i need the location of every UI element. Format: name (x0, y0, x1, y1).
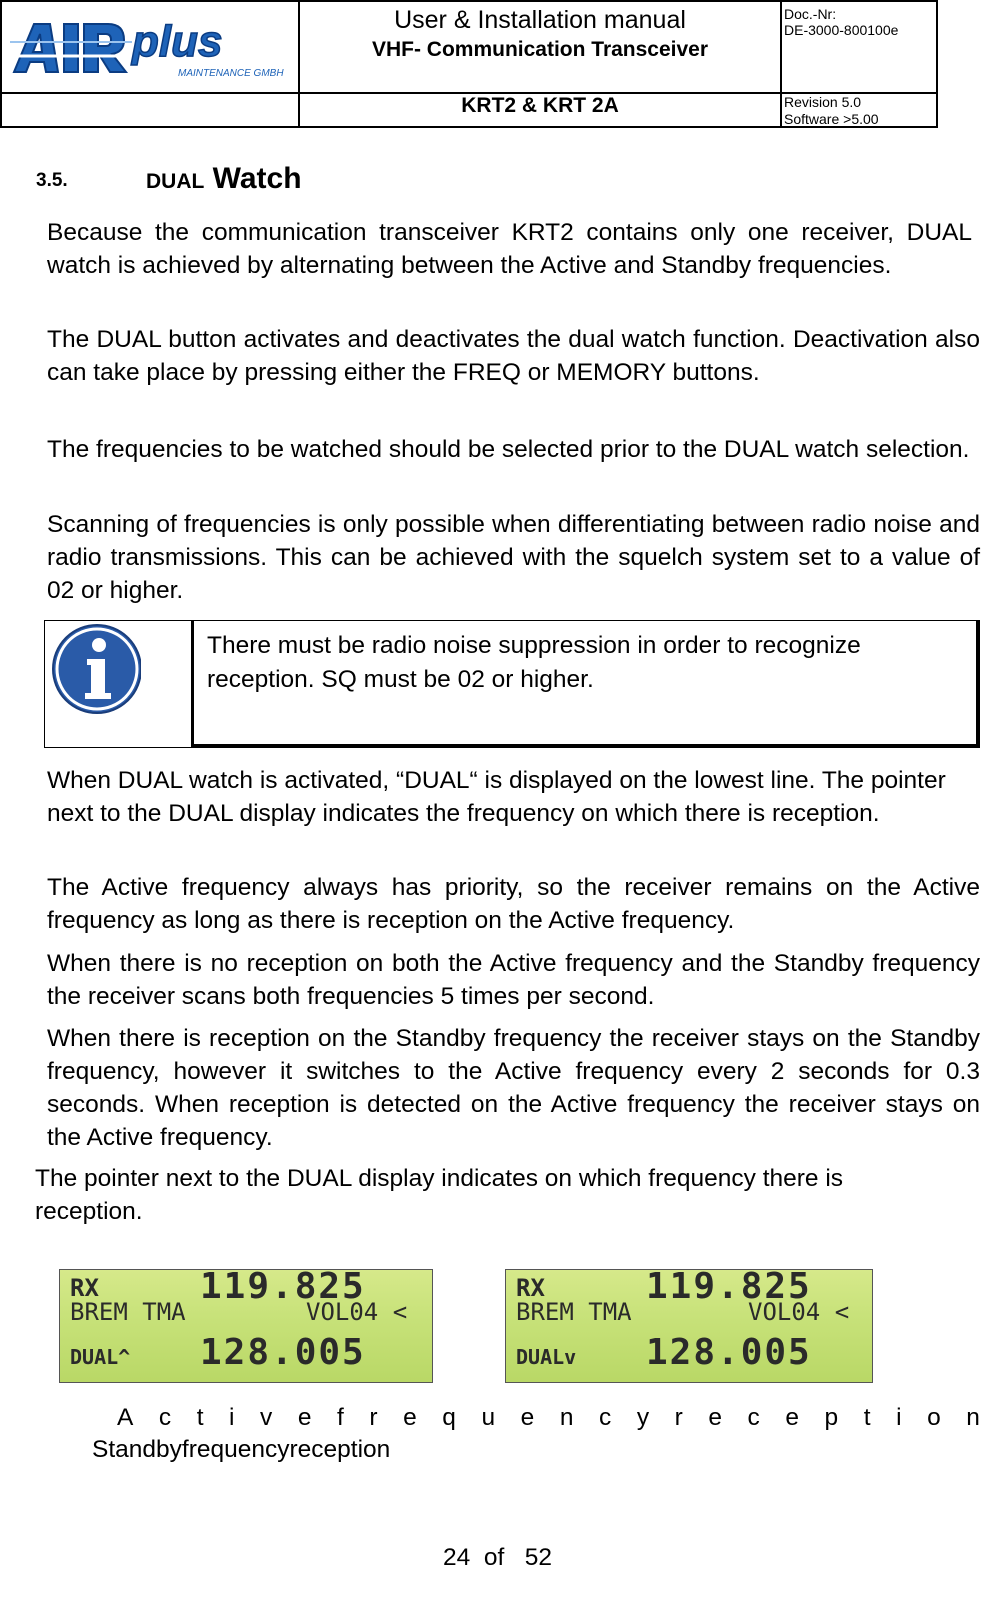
lcd-line-3 (516, 1332, 812, 1373)
manual-subtitle: VHF- Communication Transceiver (371, 38, 709, 61)
caption-letter: y (636, 1404, 650, 1431)
lcd-volume: VOL04 < (306, 1298, 408, 1326)
logo-air-letters-icon (10, 24, 132, 72)
lcd-dual-indicator: DUALv (516, 1345, 577, 1369)
lcd-rx-label: RX (516, 1274, 545, 1302)
paragraph: Because the communication transceiver KRT2 contains only one receiver, DUAL watch is achieved by alternating between the Active and Standby frequencies. (47, 219, 972, 279)
caption-letter: v (260, 1404, 273, 1431)
header-divider (780, 2, 782, 128)
logo-plus-text: plus (132, 17, 223, 66)
airplus-logo (6, 12, 292, 82)
lcd-line-2 (516, 1298, 850, 1326)
paragraph: When there is no reception on both the Active frequency and the Standby frequency the receiver scans both frequencies 5 times per second. (47, 950, 980, 1010)
lcd-standby-frequency: 128.005 (646, 1332, 812, 1373)
caption-standby-frequency: Standbyfrequencyreception (92, 1436, 391, 1463)
lcd-display-active (59, 1269, 433, 1383)
lcd-active-frequency: 119.825 (646, 1269, 812, 1307)
caption-letter: i (896, 1404, 902, 1431)
model-name: KRT2 & KRT 2A (461, 94, 619, 117)
caption-letter: r (674, 1404, 683, 1431)
caption-letter: c (158, 1404, 172, 1431)
caption-letter: c (747, 1404, 760, 1431)
info-icon (49, 623, 141, 715)
caption-letter: u (481, 1404, 496, 1431)
caption-letter: c (599, 1404, 612, 1431)
doc-number: DE-3000-800100e (784, 22, 899, 38)
lcd-station-name: BREM TMA (516, 1298, 632, 1326)
caption-letter: e (403, 1404, 417, 1431)
header-divider (298, 2, 300, 128)
section-title-large: Watch (212, 162, 302, 195)
lcd-active-frequency: 119.825 (200, 1269, 366, 1307)
info-note-box (44, 620, 980, 748)
lcd-display-standby (505, 1269, 873, 1383)
paragraph: When there is reception on the Standby frequency the receiver stays on the Standby frequency, however it switches to the Active frequency every 2 seconds for 0.3 seconds. When reception is detected on the Active frequency the receiver stays on the Active frequency. (47, 1025, 980, 1151)
manual-title: User & Installation manual (394, 6, 686, 34)
software-version: Software >5.00 (784, 111, 879, 127)
caption-letter: n (559, 1404, 574, 1431)
caption-letter: q (442, 1404, 456, 1431)
caption-letter: e (708, 1404, 722, 1431)
info-note-text: There must be radio noise suppression in order to recognize reception. SQ must be 02 or higher. (207, 632, 861, 693)
paragraph: The DUAL button activates and deactivates the dual watch function. Deactivation also can take place by pressing either the FREQ or MEMORY buttons. (47, 326, 980, 386)
section-title-small: DUAL (146, 170, 205, 193)
info-box-border (976, 621, 979, 747)
paragraph: When DUAL watch is activated, “DUAL“ is displayed on the lowest line. The pointer next to the DUAL display indicates the frequency on which there is reception. (47, 767, 946, 827)
section-number: 3.5. (36, 170, 68, 191)
paragraph: The Active frequency always has priority, so the receiver remains on the Active frequency as long as there is reception on the Active frequency. (47, 874, 980, 934)
caption-letter: r (369, 1404, 378, 1431)
section-title (146, 162, 302, 196)
caption-letter: t (863, 1404, 871, 1431)
lcd-line-2 (70, 1298, 408, 1326)
lcd-dual-indicator: DUAL^ (70, 1345, 131, 1369)
caption-active-frequency (117, 1404, 980, 1432)
lcd-standby-frequency: 128.005 (200, 1332, 366, 1373)
paragraph: The frequencies to be watched should be selected prior to the DUAL watch selection. (47, 436, 970, 463)
caption-letter: n (966, 1404, 980, 1431)
logo-subtext: MAINTENANCE GMBH (178, 68, 284, 79)
info-box-border (191, 744, 979, 747)
paragraph: Scanning of frequencies is only possible when differentiating between radio noise and radio transmissions. This can be achieved with the squelch system set to a value of 02 or higher. (47, 511, 980, 604)
caption-letter: e (520, 1404, 535, 1431)
caption-letter: A (117, 1404, 134, 1431)
caption-letter: e (297, 1404, 312, 1431)
lcd-rx-label: RX (70, 1274, 99, 1302)
lcd-line-3 (70, 1332, 366, 1373)
revision: Revision 5.0 (784, 94, 862, 110)
caption-letter: i (229, 1404, 235, 1431)
info-box-divider (191, 621, 194, 747)
caption-letter: e (785, 1404, 799, 1431)
page-number: 24 of 52 (443, 1544, 552, 1571)
lcd-volume: VOL04 < (748, 1298, 850, 1326)
document-header (0, 0, 938, 128)
caption-letter: t (196, 1404, 204, 1431)
doc-number-label: Doc.-Nr: (784, 6, 837, 22)
caption-letter: p (824, 1404, 839, 1431)
caption-letter: o (927, 1404, 941, 1431)
lcd-station-name: BREM TMA (70, 1298, 186, 1326)
paragraph: The pointer next to the DUAL display indicates on which frequency there is reception. (35, 1165, 844, 1225)
caption-letter: f (337, 1404, 344, 1431)
